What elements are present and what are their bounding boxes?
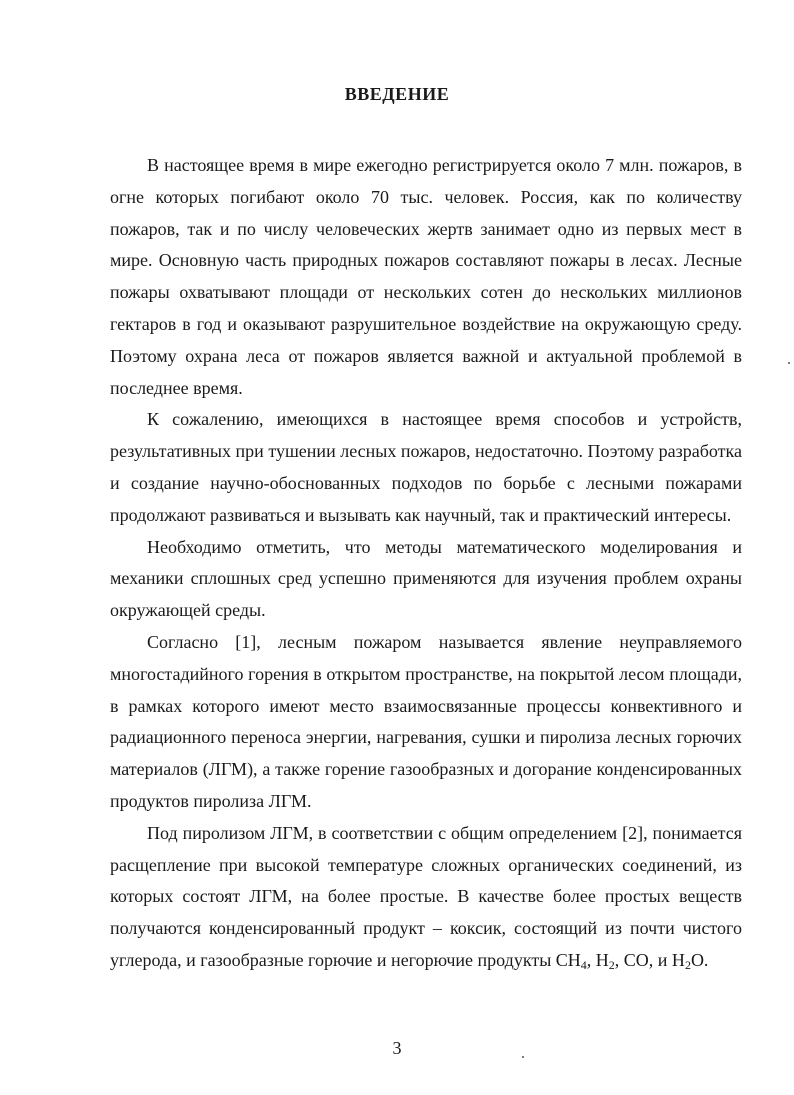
- paragraph: В настоящее время в мире ежегодно регистрируется около 7 млн. пожаров, в огне которых погибают около 70 тыс. человек. Россия, как по количеству пожаров, так и по числу человеческих жертв занимает одно из первых мест в мире. Основную часть природных пожаров составляют пожары в лесах. Лесные пожары охватывают площади от нескольких сотен до нескольких миллионов гектаров в год и оказывают разрушительное воздействие на окружающую среду. Поэтому охрана леса от пожаров является важной и актуальной проблемой в последнее время.: [110, 155, 742, 398]
- subscript: 4: [580, 957, 587, 972]
- document-body: [110, 150, 742, 977]
- paragraph-text: Под пиролизом ЛГМ, в соответствии с общим определением [2], понимается расщепление при высокой температуре сложных органических соединений, из которых состоят ЛГМ, на более простые. В качестве более простых веществ получаются конденсированный продукт – коксик, состоящий из почти чистого углерода, и газообразные горючие и негорючие продукты CH: [110, 822, 742, 970]
- subscript: 2: [608, 957, 615, 972]
- subscript: 2: [684, 957, 691, 972]
- page-number: 3: [392, 1038, 402, 1058]
- formula-tail: O.: [690, 949, 709, 970]
- formula-separator: , H: [586, 949, 609, 970]
- page-title: ВВЕДЕНИЕ: [344, 84, 450, 104]
- paragraph-pyrolysis: [110, 818, 742, 977]
- paragraph: Согласно [1], лесным пожаром называется явление неуправляемого многостадийного горения в открытом пространстве, на покрытой лесом площади, в рамках которого имеют место взаимосвязанные процессы конвективного и радиационного переноса энергии, нагревания, сушки и пиролиза лесных горючих материалов (ЛГМ), а также горение газообразных и догорание конденсированных продуктов пиролиза ЛГМ.: [110, 631, 742, 811]
- paragraph: К сожалению, имеющихся в настоящее время способов и устройств, результативных при тушении лесных пожаров, недостаточно. Поэтому разработка и создание научно-обоснованных подходов по борьбе с лесными пожарами продолжают развиваться и вызывать как научный, так и практический интересы.: [110, 409, 742, 525]
- scan-speck: [522, 1056, 524, 1058]
- formula-separator: , CO, и H: [614, 949, 685, 970]
- scan-speck: [788, 362, 790, 364]
- paragraph: Необходимо отметить, что методы математического моделирования и механики сплошных сред успешно применяются для изучения проблем охраны окружающей среды.: [110, 536, 742, 621]
